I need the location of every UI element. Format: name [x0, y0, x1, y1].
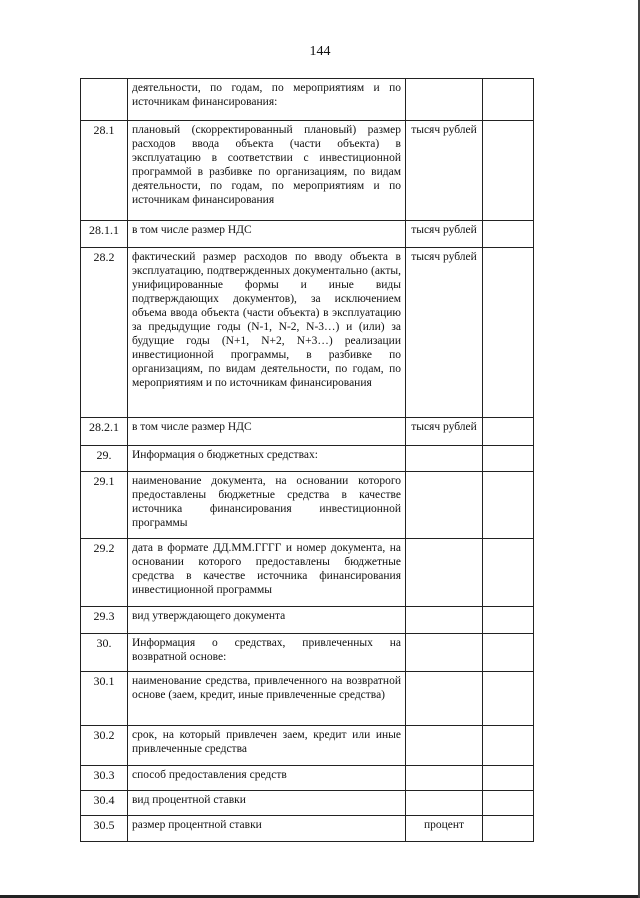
row-unit	[406, 607, 483, 634]
row-description: вид утверждающего документа	[128, 607, 406, 634]
row-unit	[406, 791, 483, 816]
row-number: 30.4	[81, 791, 128, 816]
row-number: 28.1	[81, 121, 128, 221]
row-value	[483, 121, 534, 221]
row-unit: процент	[406, 816, 483, 842]
row-description: дата в формате ДД.ММ.ГГГГ и номер документа, на основании которого предоставлены бюджетные средства в качестве источника финансирования инвестиционной программы	[128, 539, 406, 607]
row-number: 29.1	[81, 472, 128, 539]
table-row	[81, 418, 534, 446]
row-description: фактический размер расходов по вводу объекта в эксплуатацию, подтвержденных документально (акты, унифицированные формы и иные виды подтверждающих документов), за исключением объема ввода объекта (части объекта) в эксплуатацию за предыдущие годы (N-1, N-2, N-3…) и (или) за будущие годы (N+1, N+2, N+3…) реализации инвестиционной программы, в разбивке по организациям, по видам деятельности, по годам, по мероприятиям и по источникам финансирования	[128, 248, 406, 418]
row-unit	[406, 79, 483, 121]
row-unit	[406, 672, 483, 726]
table-row	[81, 221, 534, 248]
row-unit: тысяч рублей	[406, 248, 483, 418]
row-description: деятельности, по годам, по мероприятиям и по источникам финансирования:	[128, 79, 406, 121]
row-value	[483, 418, 534, 446]
requirements-table	[80, 78, 534, 842]
table-row	[81, 726, 534, 766]
row-description: размер процентной ставки	[128, 816, 406, 842]
table-row	[81, 248, 534, 418]
table-row	[81, 79, 534, 121]
row-value	[483, 607, 534, 634]
row-value	[483, 672, 534, 726]
table-row	[81, 791, 534, 816]
row-number: 30.	[81, 634, 128, 672]
table-row	[81, 446, 534, 472]
row-value	[483, 472, 534, 539]
row-value	[483, 248, 534, 418]
row-description: в том числе размер НДС	[128, 221, 406, 248]
row-number: 29.2	[81, 539, 128, 607]
row-number: 28.2.1	[81, 418, 128, 446]
table-row	[81, 672, 534, 726]
row-description: срок, на который привлечен заем, кредит или иные привлеченные средства	[128, 726, 406, 766]
page-number: 144	[309, 44, 331, 59]
row-description: в том числе размер НДС	[128, 418, 406, 446]
row-unit	[406, 472, 483, 539]
table-row	[81, 539, 534, 607]
row-unit	[406, 446, 483, 472]
table-row	[81, 472, 534, 539]
row-number: 30.1	[81, 672, 128, 726]
row-description: Информация о бюджетных средствах:	[128, 446, 406, 472]
row-description: плановый (скорректированный плановый) размер расходов ввода объекта (части объекта) в эксплуатацию в соответствии с инвестиционной программой в разбивке по организациям, по видам деятельности, по годам, по мероприятиям и по источникам финансирования	[128, 121, 406, 221]
row-value	[483, 816, 534, 842]
row-unit	[406, 539, 483, 607]
row-unit: тысяч рублей	[406, 418, 483, 446]
row-value	[483, 539, 534, 607]
table-row	[81, 607, 534, 634]
table-row	[81, 766, 534, 791]
row-number: 30.5	[81, 816, 128, 842]
row-number: 29.3	[81, 607, 128, 634]
row-number: 28.1.1	[81, 221, 128, 248]
row-unit: тысяч рублей	[406, 221, 483, 248]
row-unit: тысяч рублей	[406, 121, 483, 221]
row-number: 30.2	[81, 726, 128, 766]
row-value	[483, 766, 534, 791]
row-description: способ предоставления средств	[128, 766, 406, 791]
row-description: вид процентной ставки	[128, 791, 406, 816]
row-unit	[406, 726, 483, 766]
row-unit	[406, 766, 483, 791]
row-number: 28.2	[81, 248, 128, 418]
row-unit	[406, 634, 483, 672]
table-row	[81, 634, 534, 672]
row-description: наименование документа, на основании которого предоставлены бюджетные средства в качестве источника финансирования инвестиционной программы	[128, 472, 406, 539]
table-row	[81, 121, 534, 221]
row-number: 30.3	[81, 766, 128, 791]
row-value	[483, 221, 534, 248]
row-number	[81, 79, 128, 121]
row-number: 29.	[81, 446, 128, 472]
row-description: Информация о средствах, привлеченных на возвратной основе:	[128, 634, 406, 672]
row-value	[483, 634, 534, 672]
row-value	[483, 79, 534, 121]
row-description: наименование средства, привлеченного на возвратной основе (заем, кредит, иные привлеченные средства)	[128, 672, 406, 726]
row-value	[483, 726, 534, 766]
table-row	[81, 816, 534, 842]
row-value	[483, 791, 534, 816]
row-value	[483, 446, 534, 472]
